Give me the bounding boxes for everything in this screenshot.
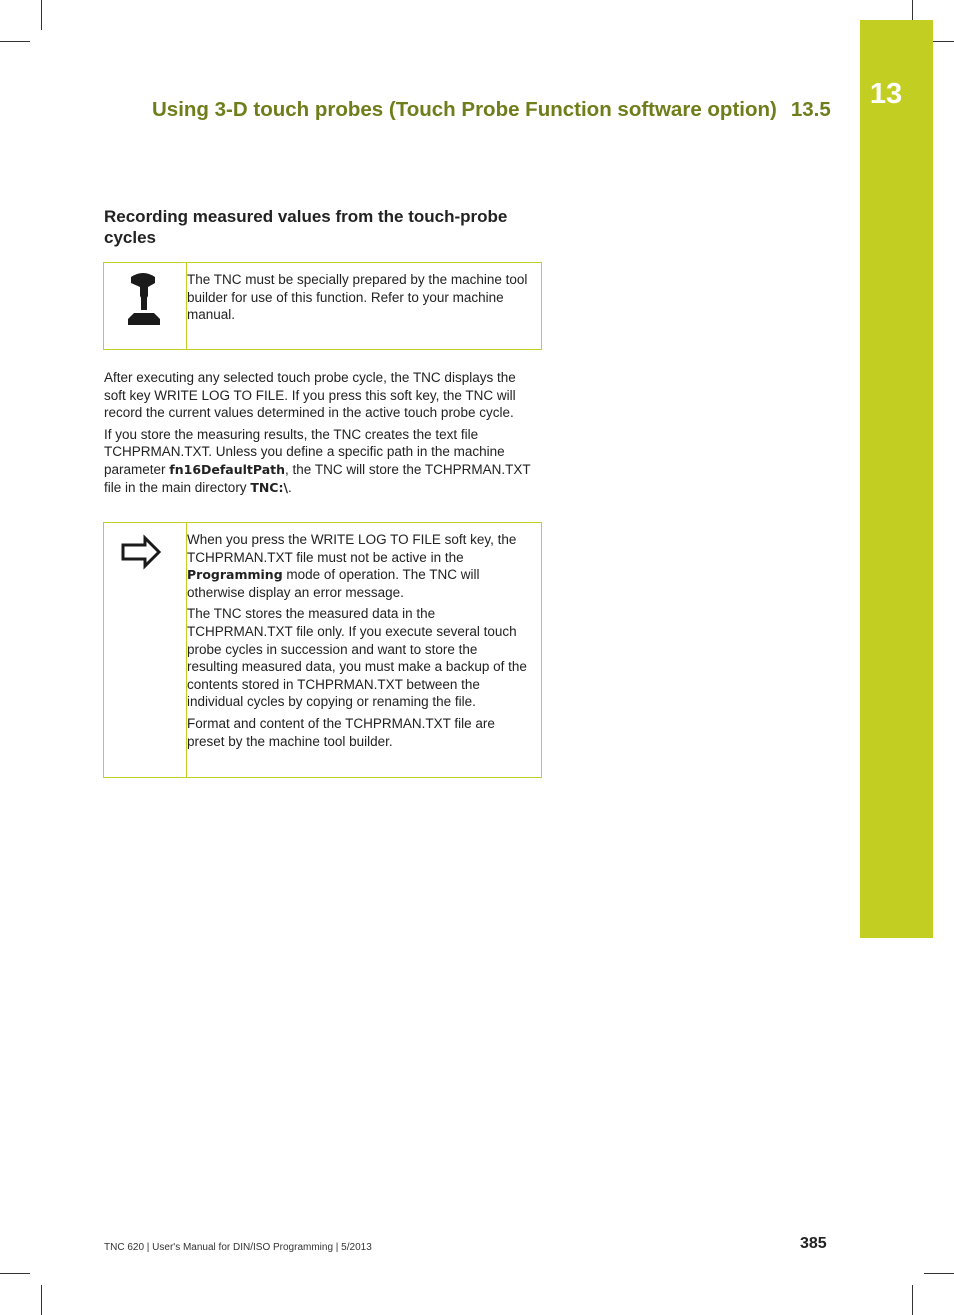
body-paragraph-1: After executing any selected touch probe cycle, the TNC displays the soft key WRITE LOG TO FILE. If you press this soft key, the TNC will record the current values determined in the active touch probe cycle. [104,370,516,421]
body-text [104,369,534,500]
running-header [152,98,831,122]
crop-mark [912,1285,913,1315]
section-heading: Recording measured values from the touch-probe cycles [104,207,508,247]
note-text [187,523,541,754]
crop-mark [41,0,42,30]
crop-mark [41,1285,42,1315]
mode-name: Programming [187,567,283,583]
footer-text: TNC 620 | User's Manual for DIN/ISO Programming | 5/2013 [104,1242,372,1253]
machine-tool-icon [104,263,186,354]
arrow-right-icon [104,523,186,588]
body-paragraph-2: If you store the measuring results, the TNC creates the text file TCHPRMAN.TXT. Unless you define a specific path in the machine parameter fn16DefaultPath, the TNC will store the TCHPRMAN.TXT file in the main directory TNC:\. [104,426,531,495]
chapter-tab [860,20,933,938]
note-text [187,263,541,328]
note-paragraph: The TNC must be specially prepared by the machine tool builder for use of this function. Refer to your machine manual. [187,272,528,323]
crop-mark [0,41,30,42]
page-number: 385 [800,1235,827,1252]
directory-name: TNC:\ [250,479,289,495]
parameter-name: fn16DefaultPath [169,461,286,477]
crop-mark [912,0,913,20]
chapter-number: 13 [869,78,903,110]
tip-note-box [103,522,542,778]
note-paragraph-3: Format and content of the TCHPRMAN.TXT file are preset by the machine tool builder. [187,715,495,749]
note-paragraph-1: When you press the WRITE LOG TO FILE soft key, the TCHPRMAN.TXT file must not be active in the Programming mode of operation. The TNC will otherwise display an error message. [187,532,517,600]
machine-note-box [103,262,542,350]
crop-mark [0,1273,30,1274]
crop-mark [924,1273,954,1274]
header-section-number: 13.5 [790,98,831,121]
note-paragraph-2: The TNC stores the measured data in the TCHPRMAN.TXT file only. If you execute several touch probe cycles in succession and want to store the resulting measured data, you must make a backup of the contents stored in TCHPRMAN.TXT between the individual cycles by copying or renaming the file. [187,606,527,710]
header-title: Using 3-D touch probes (Touch Probe Function software option) [152,98,777,121]
